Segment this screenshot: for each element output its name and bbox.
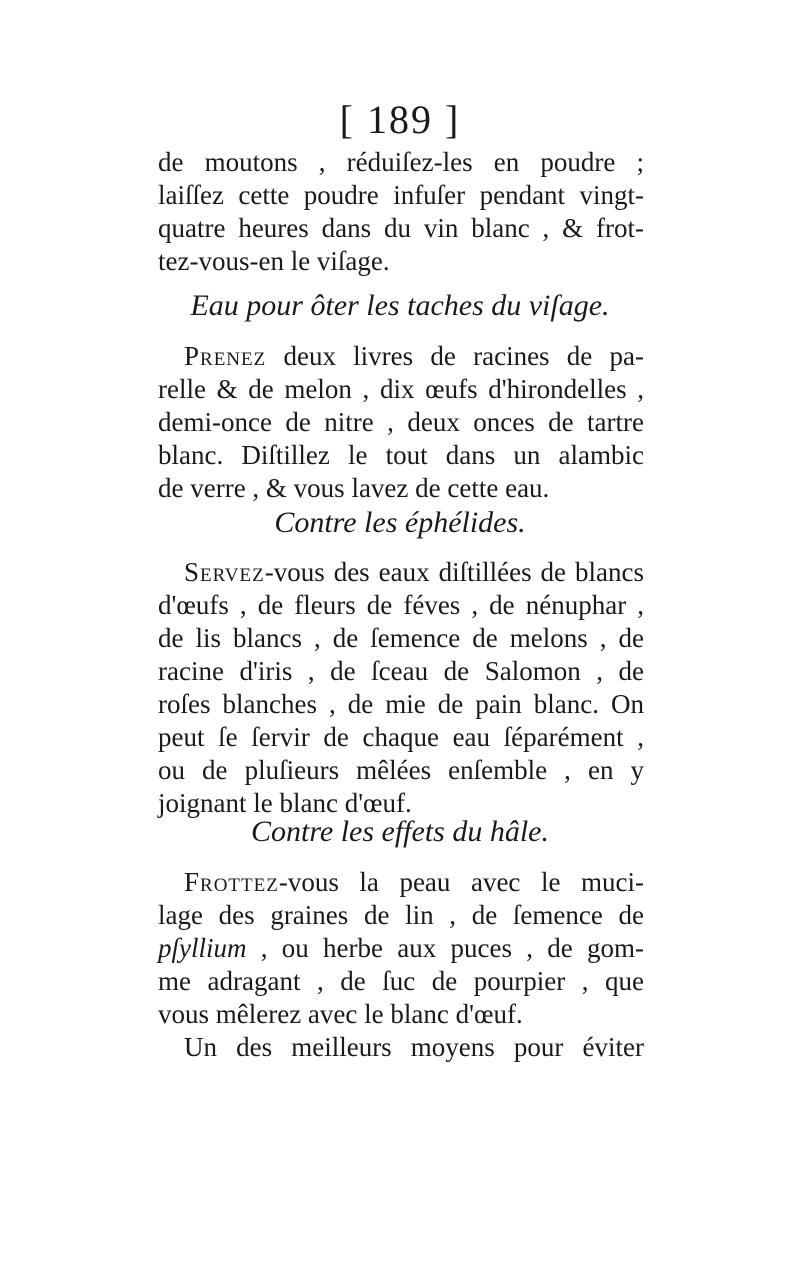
paragraph-frottez xyxy=(158,866,644,1064)
text-line: relle & de melon , dix œufs d'hirondelles , xyxy=(158,374,644,404)
text-line: d'œufs , de fleurs de féves , de nénuphar , xyxy=(158,590,644,620)
text-line: demi-once de nitre , deux onces de tartre xyxy=(158,407,644,437)
text-line: blanc. Diſtillez le tout dans un alambic xyxy=(158,440,644,470)
text-line: racine d'iris , de ſceau de Salomon , de xyxy=(158,656,644,686)
text-line: de verre , & vous lavez de cette eau. xyxy=(158,473,550,503)
text-line: ou de pluſieurs mêlées enſemble , en y xyxy=(158,755,644,785)
page-number: [ 189 ] xyxy=(339,97,461,142)
lead-word: Frottez xyxy=(184,867,279,897)
lead-rest: -vous la peau avec le muci- xyxy=(278,867,644,897)
text-line: de moutons , réduiſez-les en poudre ; xyxy=(158,147,644,177)
latin-term: pſyllium xyxy=(158,933,247,963)
text-line xyxy=(158,340,644,373)
paragraph-servez xyxy=(158,556,644,820)
text-line: de lis blancs , de ſemence de melons , de xyxy=(158,623,644,653)
text-line xyxy=(158,866,644,899)
text-line: quatre heures dans du vin blanc , & frot- xyxy=(158,213,644,243)
text-line xyxy=(158,932,644,965)
section-heading-hale: Contre les effets du hâle. xyxy=(250,815,549,848)
lead-rest: deux livres de racines de pa- xyxy=(266,341,644,371)
text-line xyxy=(158,1031,644,1064)
text-line-rest: , ou herbe aux puces , de gom- xyxy=(246,933,644,963)
paragraph-continuation xyxy=(158,146,644,278)
text-line: peut ſe ſervir de chaque eau ſéparément , xyxy=(158,722,644,752)
text-line: vous mêlerez avec le blanc d'œuf. xyxy=(158,999,523,1029)
text-line: tez-vous-en le viſage. xyxy=(158,246,390,276)
paragraph-prenez xyxy=(158,340,644,505)
section-heading-eau: Eau pour ôter les taches du viſage. xyxy=(190,289,610,322)
section-heading-ephelides: Contre les éphélides. xyxy=(274,506,526,539)
text-line: lage des graines de lin , de ſemence de xyxy=(158,900,644,930)
lead-word: Prenez xyxy=(184,341,267,371)
text-line: me adragant , de ſuc de pourpier , que xyxy=(158,966,644,996)
text-line: roſes blanches , de mie de pain blanc. On xyxy=(158,689,644,719)
text-line-content: Un des meilleurs moyens pour éviter xyxy=(184,1032,644,1062)
lead-rest: -vous des eaux diſtillées de blancs xyxy=(264,557,644,587)
text-line: laiſſez cette poudre infuſer pendant vingt- xyxy=(158,180,644,210)
text-line: joignant le blanc d'œuf. xyxy=(158,788,412,818)
lead-word: Servez xyxy=(184,557,265,587)
text-line xyxy=(158,556,644,589)
